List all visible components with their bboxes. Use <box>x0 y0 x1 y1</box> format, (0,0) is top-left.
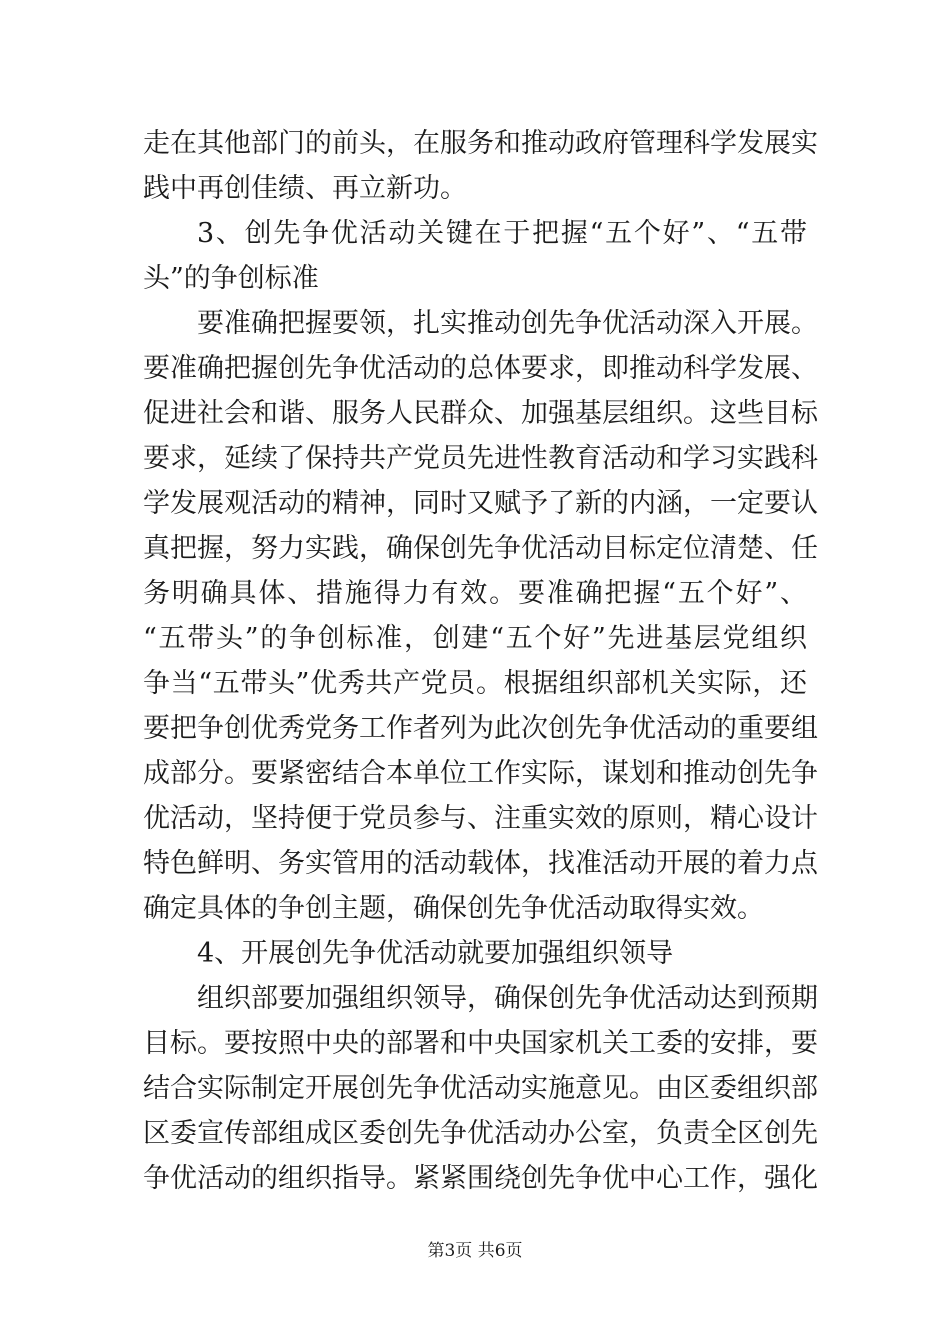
text-line: 践中再创佳绩、再立新功。 <box>143 173 467 204</box>
text-line: 要准确把握要领，扎实推动创先争优活动深入开展。 <box>197 308 818 339</box>
text-line: 争优活动的组织指导。紧紧围绕创先争优中心工作，强化 <box>143 1163 818 1194</box>
document-body <box>143 121 818 1201</box>
text-line: 4、开展创先争优活动就要加强组织领导 <box>197 938 674 969</box>
text-line: 要准确把握创先争优活动的总体要求，即推动科学发展、 <box>143 353 818 384</box>
text-line: 结合实际制定开展创先争优活动实施意见。由区委组织部 <box>143 1073 818 1104</box>
text-line: 学发展观活动的精神，同时又赋予了新的内涵，一定要认 <box>143 488 818 519</box>
text-line: 特色鲜明、务实管用的活动载体，找准活动开展的着力点 <box>143 848 818 879</box>
text-line: 促进社会和谐、服务人民群众、加强基层组织。这些目标 <box>143 398 818 429</box>
text-line: “五带头”的争创标准，创建“五个好”先进基层党组织 <box>143 623 807 654</box>
text-line: 目标。要按照中央的部署和中央国家机关工委的安排，要 <box>143 1028 818 1059</box>
text-line: 头”的争创标准 <box>143 263 319 294</box>
text-line: 确定具体的争创主题，确保创先争优活动取得实效。 <box>143 893 764 924</box>
text-line: 争当“五带头”优秀共产党员。根据组织部机关实际，还 <box>143 668 807 699</box>
text-line: 3、创先争优活动关键在于把握“五个好”、“五带 <box>197 218 807 249</box>
text-line: 成部分。要紧密结合本单位工作实际，谋划和推动创先争 <box>143 758 818 789</box>
page-footer: 第3页 共6页 <box>427 1241 523 1261</box>
text-line: 走在其他部门的前头，在服务和推动政府管理科学发展实 <box>143 128 818 159</box>
text-line: 真把握，努力实践，确保创先争优活动目标定位清楚、任 <box>143 533 818 564</box>
text-line: 务明确具体、措施得力有效。要准确把握“五个好”、 <box>143 578 807 609</box>
text-line: 区委宣传部组成区委创先争优活动办公室，负责全区创先 <box>143 1118 818 1149</box>
text-line: 要求，延续了保持共产党员先进性教育活动和学习实践科 <box>143 443 818 474</box>
text-line: 要把争创优秀党务工作者列为此次创先争优活动的重要组 <box>143 713 818 744</box>
text-line: 组织部要加强组织领导，确保创先争优活动达到预期 <box>197 983 818 1014</box>
text-line: 优活动，坚持便于党员参与、注重实效的原则，精心设计 <box>143 803 818 834</box>
